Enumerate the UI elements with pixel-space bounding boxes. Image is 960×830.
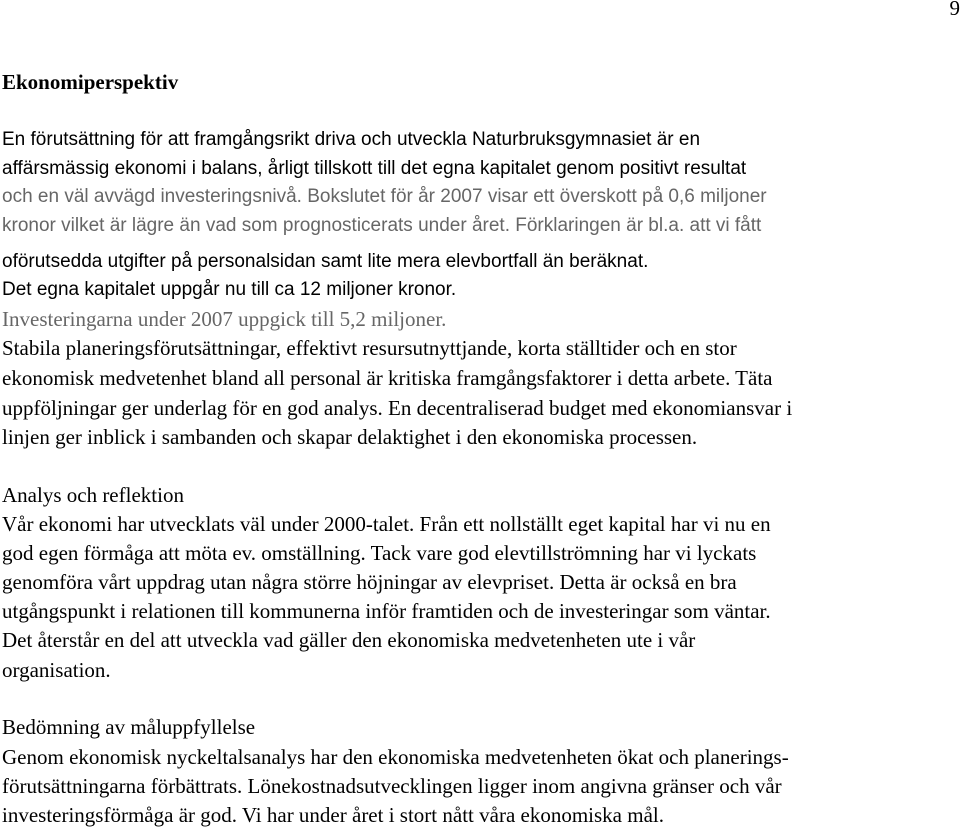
paragraph-line: Genom ekonomisk nyckeltalsanalys har den ekonomiska medvetenheten ökat och planerings- bbox=[2, 745, 789, 769]
paragraph-line: linjen ger inblick i sambanden och skapar delaktighet i den ekonomiska processen. bbox=[2, 425, 698, 449]
paragraph-line: affärsmässig ekonomi i balans, årligt tillskott till det egna kapitalet genom positivt resultat bbox=[2, 158, 747, 179]
paragraph-line: och en väl avvägd investeringsnivå. Bokslutet för år 2007 visar ett överskott på 0,6 miljoner bbox=[2, 186, 767, 207]
paragraph-line: Investeringarna under 2007 uppgick till 5,2 miljoner. bbox=[2, 307, 447, 331]
paragraph-line: utgångspunkt i relationen till kommunerna inför framtiden och de investeringar som väntar. bbox=[2, 599, 771, 623]
paragraph-line: oförutsedda utgifter på personalsidan samt lite mera elevbortfall än beräknat. bbox=[2, 251, 649, 272]
page-number: 9 bbox=[949, 0, 960, 20]
paragraph-line: uppföljningar ger underlag för en god analys. En decentraliserad budget med ekonomiansvar i bbox=[2, 396, 793, 420]
paragraph-line: investeringsförmåga är god. Vi har under året i stort nått våra ekonomiska mål. bbox=[2, 803, 664, 827]
paragraph-line: god egen förmåga att möta ev. omställning. Tack vare god elevtillströmning har vi lyckats bbox=[2, 541, 757, 565]
paragraph-line: En förutsättning för att framgångsrikt driva och utveckla Naturbruksgymnasiet är en bbox=[2, 129, 701, 150]
paragraph-line: förutsättningarna förbättrats. Lönekostnadsutvecklingen ligger inom angivna gränser och vår bbox=[2, 774, 782, 798]
paragraph-line: Det egna kapitalet uppgår nu till ca 12 miljoner kronor. bbox=[2, 279, 457, 300]
paragraph-line: Vår ekonomi har utvecklats väl under 2000-talet. Från ett nollställt eget kapital har vi nu en bbox=[2, 512, 771, 536]
paragraph-line: ekonomisk medvetenhet bland all personal är kritiska framgångsfaktorer i detta arbete. Täta bbox=[2, 366, 773, 390]
paragraph-line: Stabila planeringsförutsättningar, effektivt resursutnyttjande, korta ställtider och en stor bbox=[2, 336, 737, 360]
paragraph-line: kronor vilket är lägre än vad som prognosticerats under året. Förklaringen är bl.a. att vi fått bbox=[2, 215, 762, 236]
subheading-bedomning: Bedömning av måluppfyllelse bbox=[2, 715, 256, 739]
paragraph-line: Det återstår en del att utveckla vad gäller den ekonomiska medvetenheten ute i vår bbox=[2, 628, 696, 652]
section-heading: Ekonomiperspektiv bbox=[2, 70, 179, 94]
paragraph-line: organisation. bbox=[2, 658, 111, 682]
subheading-analys: Analys och reflektion bbox=[2, 483, 184, 507]
paragraph-line: genomföra vårt uppdrag utan några större höjningar av elevpriset. Detta är också en bra bbox=[2, 570, 737, 594]
